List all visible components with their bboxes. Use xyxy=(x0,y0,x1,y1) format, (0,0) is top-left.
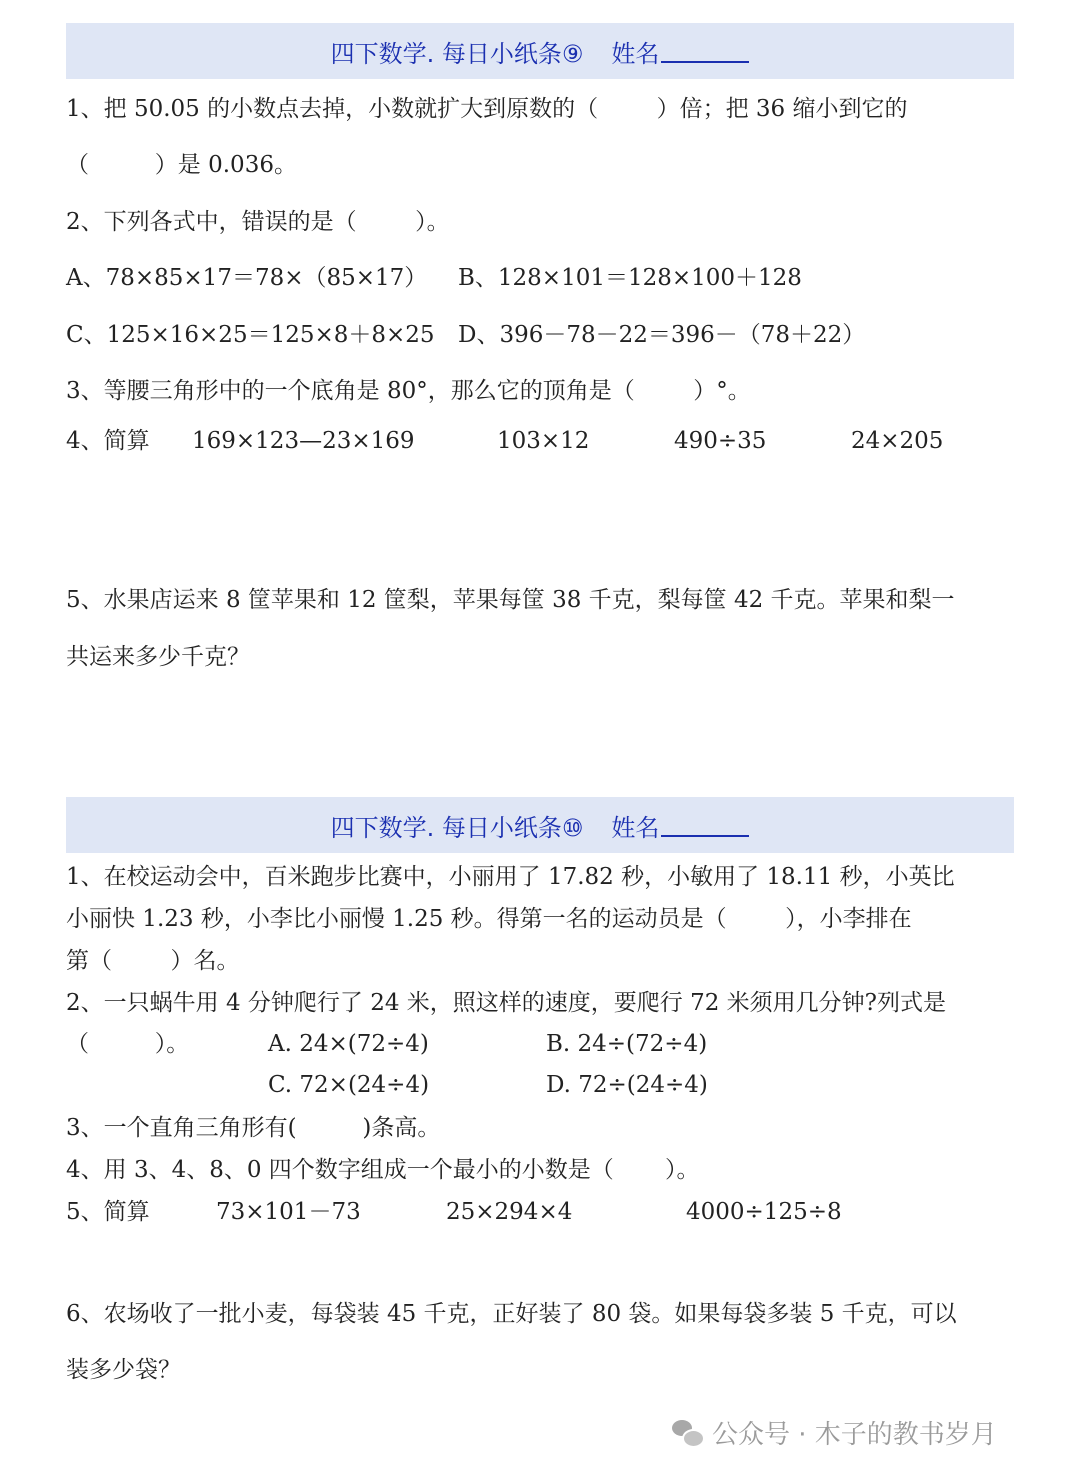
s1-q4-label: 4、简算 xyxy=(66,428,150,454)
s1-q3: 3、等腰三角形中的一个底角是 80°，那么它的顶角是（ ）°。 xyxy=(66,378,751,404)
sheet1-name-blank[interactable] xyxy=(661,39,749,63)
s1-q4-expr2: 103×12 xyxy=(497,428,590,454)
s2-q3: 3、一个直角三角形有( )条高。 xyxy=(66,1115,441,1141)
watermark-text: 公众号 · 木子的教书岁月 xyxy=(712,1420,997,1450)
s2-q2-option-d: D. 72÷(24÷4) xyxy=(546,1072,708,1098)
s1-q2-option-a: A、78×85×17＝78×（85×17） xyxy=(66,265,428,291)
sheet1-name-label: 姓名 xyxy=(611,39,660,68)
s2-q6-line1: 6、农场收了一批小麦，每袋装 45 千克，正好装了 80 袋。如果每袋多装 5 千克，可以 xyxy=(66,1301,957,1327)
s2-q2-option-b: B. 24÷(72÷4) xyxy=(546,1031,708,1057)
s1-q2-option-c: C、125×16×25＝125×8＋8×25 xyxy=(66,322,435,348)
s1-q2-option-d: D、396－78－22＝396－（78＋22） xyxy=(458,322,866,348)
sheet2-name-blank[interactable] xyxy=(661,813,749,837)
s2-q5-label: 5、简算 xyxy=(66,1199,150,1225)
sheet2-name-label: 姓名 xyxy=(611,813,660,842)
s1-q4-expr4: 24×205 xyxy=(851,428,944,454)
s2-q1-line3: 第（ ）名。 xyxy=(66,948,240,974)
s2-q2-line2: （ ）。 xyxy=(66,1031,190,1057)
sheet2-title: 四下数学. 每日小纸条⑩ xyxy=(330,813,584,842)
s2-q1-line1: 1、在校运动会中，百米跑步比赛中，小丽用了 17.82 秒，小敏用了 18.11 秒，小英比 xyxy=(66,864,955,890)
s2-q6-line2: 装多少袋？ xyxy=(66,1357,181,1383)
s1-q5-line1: 5、水果店运来 8 筐苹果和 12 筐梨，苹果每筐 38 千克，梨每筐 42 千克。苹果和梨一 xyxy=(66,587,955,613)
s1-q2-option-b: B、128×101＝128×100＋128 xyxy=(458,265,802,291)
s2-q5-expr3: 4000÷125÷8 xyxy=(686,1199,842,1225)
sheet1-header xyxy=(66,23,1014,79)
sheet1-title: 四下数学. 每日小纸条⑨ xyxy=(330,39,584,68)
s1-q4-expr1: 169×123—23×169 xyxy=(192,428,415,454)
s2-q4: 4、用 3、4、8、0 四个数字组成一个最小的小数是（ ）。 xyxy=(66,1157,700,1183)
wechat-icon xyxy=(672,1420,702,1446)
s1-q5-line2: 共运来多少千克？ xyxy=(66,644,250,670)
s1-q4-expr3: 490÷35 xyxy=(674,428,767,454)
s2-q2-option-a: A. 24×(72÷4) xyxy=(268,1031,429,1057)
s1-q1-line1: 1、把 50.05 的小数点去掉，小数就扩大到原数的（ ）倍；把 36 缩小到它的 xyxy=(66,96,908,122)
sheet2-header xyxy=(66,797,1014,853)
s2-q5-expr1: 73×101－73 xyxy=(216,1199,361,1225)
s2-q2-option-c: C. 72×(24÷4) xyxy=(268,1072,430,1098)
s1-q2-line1: 2、下列各式中，错误的是（ ）。 xyxy=(66,209,450,235)
s2-q5-expr2: 25×294×4 xyxy=(446,1199,573,1225)
s2-q1-line2: 小丽快 1.23 秒，小李比小丽慢 1.25 秒。得第一名的运动员是（ ），小李排在 xyxy=(66,906,912,932)
watermark xyxy=(672,1414,997,1451)
s2-q2-line1: 2、一只蜗牛用 4 分钟爬行了 24 米，照这样的速度，要爬行 72 米须用几分钟?列式是 xyxy=(66,990,946,1016)
s1-q1-line2: （ ）是 0.036。 xyxy=(66,152,297,178)
